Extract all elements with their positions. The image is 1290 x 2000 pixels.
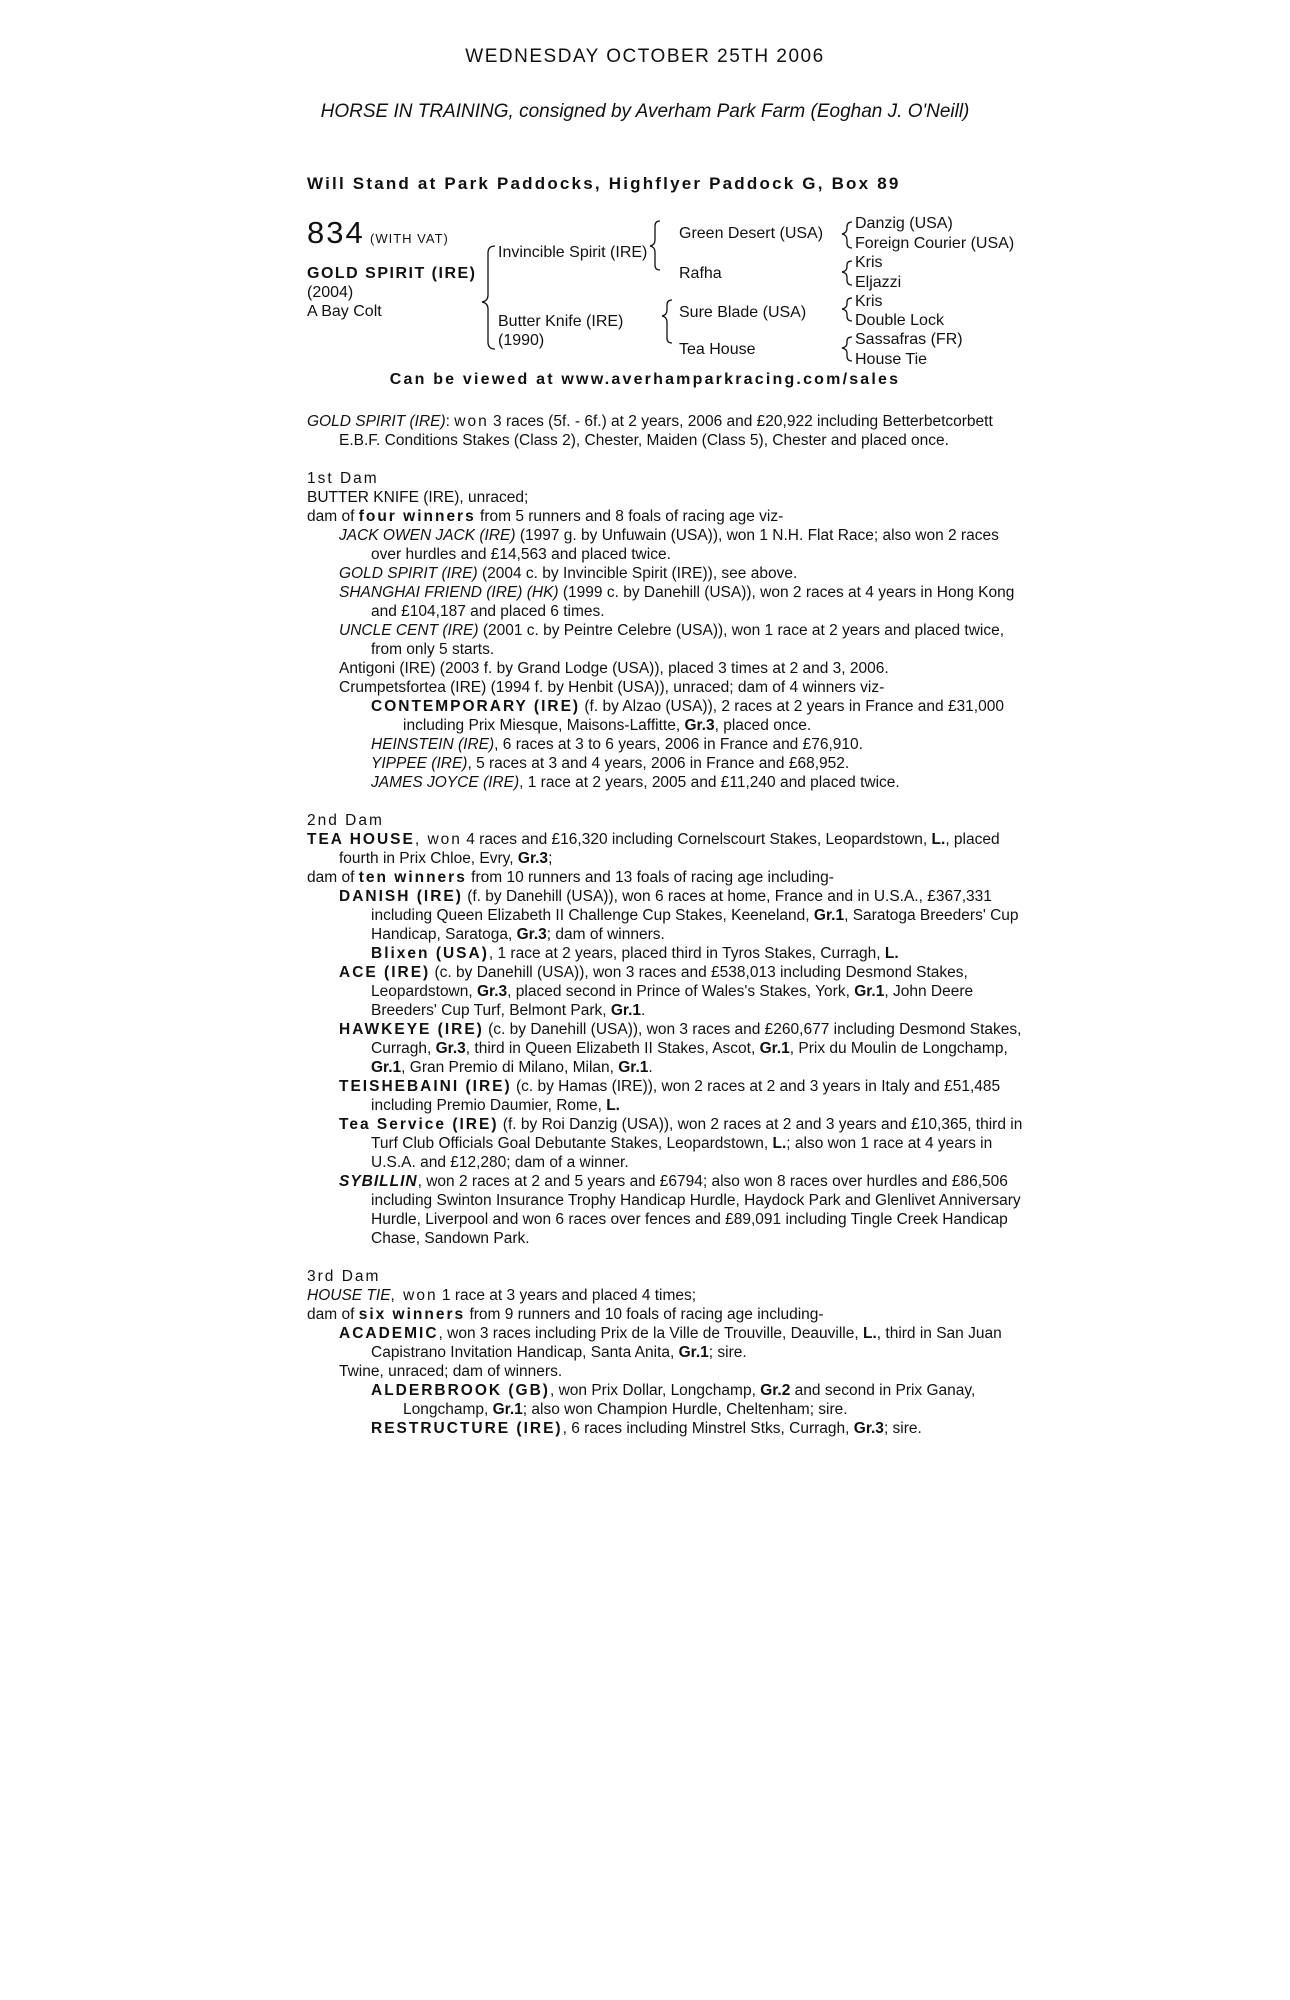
catalogue-body xyxy=(307,412,1027,1438)
first-dam-line: BUTTER KNIFE (IRE), unraced; xyxy=(307,489,529,506)
produce-entry: SHANGHAI FRIEND (IRE) (HK) (1999 c. by Danehill (USA)), won 2 races at 4 years in Hong Kong and £104,187 and placed 6 times. xyxy=(339,584,1015,620)
horse-year: (2004) xyxy=(307,284,354,301)
pedigree-g7: Sassafras (FR) xyxy=(855,331,963,348)
pedigree-braces xyxy=(0,0,1290,380)
pedigree-sire-dam: Rafha xyxy=(679,265,722,282)
viewing-website: Can be viewed at www.averhamparkracing.com/sales xyxy=(389,371,901,388)
produce-entry: Antigoni (IRE) (2003 f. by Grand Lodge (USA)), placed 3 times at 2 and 3, 2006. xyxy=(339,660,889,677)
third-dam-produce: dam of six winners from 9 runners and 10 foals of racing age including- xyxy=(307,1306,824,1323)
produce-entry: TEISHEBAINI (IRE) (c. by Hamas (IRE)), won 2 races at 2 and 3 years in Italy and £51,485 including Premio Daumier, Rome, L. xyxy=(339,1078,1001,1114)
produce-entry: JAMES JOYCE (IRE), 1 race at 2 years, 2005 and £11,240 and placed twice. xyxy=(371,774,900,791)
horse-name: GOLD SPIRIT (IRE) xyxy=(307,265,477,282)
pedigree-g8: House Tie xyxy=(855,351,928,368)
produce-entry: ACADEMIC, won 3 races including Prix de la Ville de Trouville, Deauville, L., third in San Juan Capistrano Invitation Handicap, Santa Anita, Gr.1; sire. xyxy=(339,1325,1002,1361)
produce-entry: JACK OWEN JACK (IRE) (1997 g. by Unfuwain (USA)), won 1 N.H. Flat Race; also won 2 races over hurdles and £14,563 and placed twice. xyxy=(339,527,999,563)
lot-number: 834 xyxy=(307,215,365,250)
first-dam-produce: dam of four winners from 5 runners and 8 foals of racing age viz- xyxy=(307,508,784,525)
pedigree-sire: Invincible Spirit (IRE) xyxy=(498,244,648,261)
horse-intro: GOLD SPIRIT (IRE): won 3 races (5f. - 6f.) at 2 years, 2006 and £20,922 including Betterbetcorbett E.B.F. Conditions Stakes (Class 2), Chester, Maiden (Class 5), Chester and placed once. xyxy=(307,413,993,449)
first-dam-heading: 1st Dam xyxy=(307,470,379,487)
produce-entry: YIPPEE (IRE), 5 races at 3 and 4 years, 2006 in France and £68,952. xyxy=(371,755,850,772)
produce-entry: Twine, unraced; dam of winners. xyxy=(339,1363,563,1380)
pedigree-dam: Butter Knife (IRE) xyxy=(498,313,624,330)
produce-entry: ALDERBROOK (GB), won Prix Dollar, Longchamp, Gr.2 and second in Prix Ganay, Longchamp, Gr.1; also won Champion Hurdle, Cheltenham; sire. xyxy=(371,1382,976,1418)
pedigree-g6: Double Lock xyxy=(855,312,944,329)
second-dam-heading: 2nd Dam xyxy=(307,812,384,829)
pedigree-dam-year: (1990) xyxy=(498,332,545,349)
vat-note: (WITH VAT) xyxy=(370,231,449,246)
pedigree-g3: Kris xyxy=(855,254,883,271)
consignor-headline: HORSE IN TRAINING, consigned by Averham Park Farm (Eoghan J. O'Neill) xyxy=(320,101,970,122)
third-dam-heading: 3rd Dam xyxy=(307,1268,381,1285)
produce-entry: Crumpetsfortea (IRE) (1994 f. by Henbit (USA)), unraced; dam of 4 winners viz- xyxy=(339,679,885,696)
produce-entry: DANISH (IRE) (f. by Danehill (USA)), won 6 races at home, France and in U.S.A., £367,331 including Queen Elizabeth II Challenge Cup Stakes, Keeneland, Gr.1, Saratoga Breeders' Cup Handicap, Saratoga, Gr.3; dam of winners. xyxy=(339,888,1019,943)
second-dam-produce: dam of ten winners from 10 runners and 13 foals of racing age including- xyxy=(307,869,834,886)
produce-entry: Tea Service (IRE) (f. by Roi Danzig (USA)), won 2 races at 2 and 3 years and £10,365, third in Turf Club Officials Goal Debutante Stakes, Leopardstown, L.; also won 1 race at 4 years in U.S.A. and £12,280; dam of a winner. xyxy=(339,1116,1023,1171)
third-dam-line: HOUSE TIE, won 1 race at 3 years and placed 4 times; xyxy=(307,1287,697,1304)
horse-description: A Bay Colt xyxy=(307,303,382,320)
sale-date: WEDNESDAY OCTOBER 25TH 2006 xyxy=(465,46,825,67)
produce-entry: GOLD SPIRIT (IRE) (2004 c. by Invincible Spirit (IRE)), see above. xyxy=(339,565,798,582)
produce-entry: Blixen (USA), 1 race at 2 years, placed third in Tyros Stakes, Curragh, L. xyxy=(371,945,899,962)
pedigree-g1: Danzig (USA) xyxy=(855,215,953,232)
pedigree-g4: Eljazzi xyxy=(855,274,902,291)
pedigree-g2: Foreign Courier (USA) xyxy=(855,235,1015,252)
produce-entry: ACE (IRE) (c. by Danehill (USA)), won 3 races and £538,013 including Desmond Stakes, Leopardstown, Gr.3, placed second in Prince of Wales's Stakes, York, Gr.1, John Deere Breeders' Cup Turf, Belmont Park, Gr.1. xyxy=(339,964,974,1019)
produce-entry: CONTEMPORARY (IRE) (f. by Alzao (USA)), 2 races at 2 years in France and £31,000 including Prix Miesque, Maisons-Laffitte, Gr.3, placed once. xyxy=(371,698,1004,734)
second-dam-line: TEA HOUSE, won 4 races and £16,320 including Cornelscourt Stakes, Leopardstown, L., placed fourth in Prix Chloe, Evry, Gr.3; xyxy=(307,831,1000,867)
produce-entry: HAWKEYE (IRE) (c. by Danehill (USA)), won 3 races and £260,677 including Desmond Stakes, Curragh, Gr.3, third in Queen Elizabeth II Stakes, Ascot, Gr.1, Prix du Moulin de Longchamp, Gr.1, Gran Premio di Milano, Milan, Gr.1. xyxy=(339,1021,1022,1076)
produce-entry: RESTRUCTURE (IRE), 6 races including Minstrel Stks, Curragh, Gr.3; sire. xyxy=(371,1420,922,1437)
pedigree-sire-sire: Green Desert (USA) xyxy=(679,225,824,242)
produce-entry: HEINSTEIN (IRE), 6 races at 3 to 6 years, 2006 in France and £76,910. xyxy=(371,736,863,753)
pedigree-g5: Kris xyxy=(855,293,883,310)
stand-location: Will Stand at Park Paddocks, Highflyer Paddock G, Box 89 xyxy=(307,174,901,193)
pedigree-dam-sire: Sure Blade (USA) xyxy=(679,304,807,321)
pedigree-dam-dam: Tea House xyxy=(679,341,756,358)
produce-entry: SYBILLIN, won 2 races at 2 and 5 years and £6794; also won 8 races over hurdles and £86,506 including Swinton Insurance Trophy Handicap Hurdle, Haydock Park and Glenlivet Anniversary Hurdle, Liverpool and won 6 races over fences and £89,091 including Tingle Creek Handicap Chase, Sandown Park. xyxy=(339,1173,1021,1247)
produce-entry: UNCLE CENT (IRE) (2001 c. by Peintre Celebre (USA)), won 1 race at 2 years and placed twice, from only 5 starts. xyxy=(339,622,1005,658)
